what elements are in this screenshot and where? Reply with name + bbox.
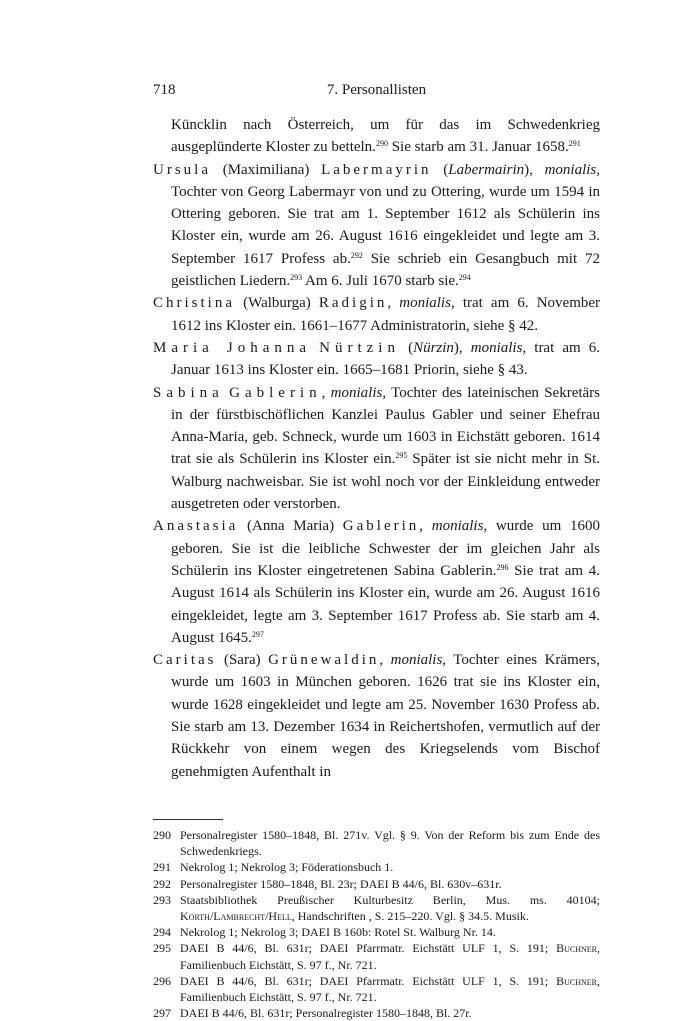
- surname: Grünewaldin: [268, 652, 380, 669]
- given-name: Sabina: [153, 384, 224, 401]
- footnote-separator: [153, 819, 223, 820]
- author-names: Buchner: [556, 973, 597, 988]
- entry-radigin: Christina (Walburga) Radigin, monialis, trat am 6. November 1612 ins Kloster ein. 1661–1677 Administratorin, siehe § 42.: [153, 295, 601, 334]
- footnote-number: 297: [153, 1006, 171, 1021]
- surname: Labermayrin: [321, 161, 432, 178]
- footnotes: [153, 827, 600, 1021]
- author-names: Buchner: [556, 941, 597, 956]
- footnote: 294 Nekrolog 1; Nekrolog 3; DAEI B 160b: Rotel St. Walburg Nr. 14.: [153, 925, 496, 940]
- given-name: Christina: [153, 295, 235, 312]
- given-name: Caritas: [153, 652, 217, 669]
- entry-anastasia-gablerin: Anastasia (Anna Maria) Gablerin, monialis, wurde um 1600 geboren. Sie ist die leibliche Schwester der im gleichen Jahr als Schülerin ins Kloster eingetretenen Sabina Gablerin.$^{296}$ Sie trat am 4. August 1614 als Schülerin ins Kloster ein, wurde am 26. August 1616 eingekleidet, legte am 3. September 1617 Profess ab. Sie starb am 4. August 1645.$^{297}$: [153, 518, 601, 646]
- footnote-number: 292: [153, 876, 171, 891]
- footnote-ref[interactable]: 295: [395, 451, 408, 461]
- surname: Nürtzin: [319, 339, 400, 356]
- surname: Gablerin: [229, 384, 322, 401]
- surname: Radigin: [318, 295, 388, 312]
- surname: Gablerin: [342, 518, 420, 535]
- footnote-number: 293: [153, 892, 171, 907]
- footnote-ref[interactable]: 294: [458, 273, 471, 283]
- footnote-number: 291: [153, 860, 171, 875]
- footnote-number: 296: [153, 973, 171, 988]
- entry-labermayrin: Ursula (Maximiliana) Labermayrin (Labermairin), monialis, Tochter von Georg Labermayr von und zu Ottering, wurde um 1594 in Ottering geboren. Sie trat am 1. September 1612 als Schülerin ins Kloster ein, wurde am 26. August 1616 eingekleidet und legte am 3. September 1617 Profess ab.$^{292}$ Sie schrieb ein Gesangbuch mit 72 geistlichen Liedern.$^{293}$ Am 6. Juli 1670 starb sie.$^{294}$: [153, 161, 601, 290]
- main-text: [153, 114, 600, 783]
- footnote-number: 294: [153, 925, 171, 940]
- footnote: 296 DAEI B 44/6, Bl. 631r; DAEI Pfarrmatr. Eichstätt ULF 1, S. 191; Buchner, Familienbuch Eichstätt, S. 97 f., Nr. 721.: [153, 973, 600, 1005]
- given-name: Maria Johanna: [153, 339, 312, 356]
- entry-gruenewaldin: Caritas (Sara) Grünewaldin, monialis, Tochter eines Krämers, wurde um 1603 in München geboren. 1626 trat sie ins Kloster ein, wurde 1628 eingekleidet und legte am 25. November 1630 Profess ab. Sie starb am 13. Dezember 1634 in Reichertshofen, vermutlich auf der Rückkehr von einem wegen des Kriegselends vom Bischof genehmigten Aufenthalt in: [153, 652, 600, 780]
- footnote-ref[interactable]: 297: [251, 629, 264, 639]
- footnote: 297 DAEI B 44/6, Bl. 631r; Personalregister 1580–1848, Bl. 27r.: [153, 1006, 472, 1021]
- author-names: Korth/Lambrecht/Hell: [180, 909, 292, 924]
- role: monialis: [470, 339, 523, 356]
- role: monialis: [330, 384, 383, 401]
- continuation-paragraph: Küncklin nach Österreich, um für das im Schwedenkrieg ausgeplünderte Kloster zu betteln.$^{290}$ Sie starb am 31. Januar 1658.$^{291}$: [171, 117, 600, 156]
- footnote: 293 Staatsbibliothek Preußischer Kulturbesitz Berlin, Mus. ms. 40104; Korth/Lambrecht/Hell, Handschriften , S. 215–220. Vgl. § 34.5. Musik.: [153, 892, 600, 924]
- given-name: Ursula: [153, 161, 211, 178]
- footnote: 290 Personalregister 1580–1848, Bl. 271v. Vgl. § 9. Von der Reform bis zum Ende des Schwedenkriegs.: [153, 828, 600, 859]
- role: monialis: [544, 161, 597, 178]
- role: monialis: [390, 652, 443, 669]
- footnote: 295 DAEI B 44/6, Bl. 631r; DAEI Pfarrmatr. Eichstätt ULF 1, S. 191; Buchner, Familienbuch Eichstätt, S. 97 f., Nr. 721.: [153, 941, 600, 972]
- running-head: 7. Personallisten: [326, 82, 427, 98]
- page-number: 718: [153, 82, 176, 98]
- given-name: Anastasia: [153, 518, 239, 535]
- entry-sabina-gablerin: Sabina Gablerin, monialis, Tochter des lateinischen Sekretärs in der fürstbischöflichen Kanzlei Paulus Gabler und seiner Ehefrau Anna-Maria, geb. Schneck, wurde um 1603 in Eichstätt geboren. 1614 trat sie als Schülerin ins Kloster ein.$^{295}$ Später ist sie nicht mehr in St. Walburg nachweisbar. Sie ist wohl noch vor der Einkleidung entweder ausgetreten oder verstorben.: [153, 384, 601, 513]
- footnote-ref[interactable]: 290: [375, 139, 388, 149]
- name-variant: Nürzin: [413, 339, 454, 356]
- page-header: [153, 82, 600, 102]
- footnote: 291 Nekrolog 1; Nekrolog 3; Föderationsbuch 1.: [153, 860, 394, 875]
- footnote: 292 Personalregister 1580–1848, Bl. 23r; DAEI B 44/6, Bl. 630v–631r.: [153, 876, 502, 891]
- footnote-ref[interactable]: 293: [290, 273, 303, 283]
- role: monialis: [431, 518, 484, 535]
- entry-nuertzin: Maria Johanna Nürtzin (Nürzin), monialis, trat am 6. Januar 1613 ins Kloster ein. 1665–1681 Priorin, siehe § 43.: [153, 339, 600, 379]
- role: monialis: [399, 295, 451, 312]
- footnote-ref[interactable]: 291: [568, 139, 581, 149]
- footnote-ref[interactable]: 296: [496, 562, 509, 572]
- footnote-number: 295: [153, 941, 171, 956]
- name-variant: Labermairin: [448, 161, 525, 178]
- footnote-ref[interactable]: 292: [350, 250, 363, 260]
- footnote-number: 290: [153, 828, 171, 842]
